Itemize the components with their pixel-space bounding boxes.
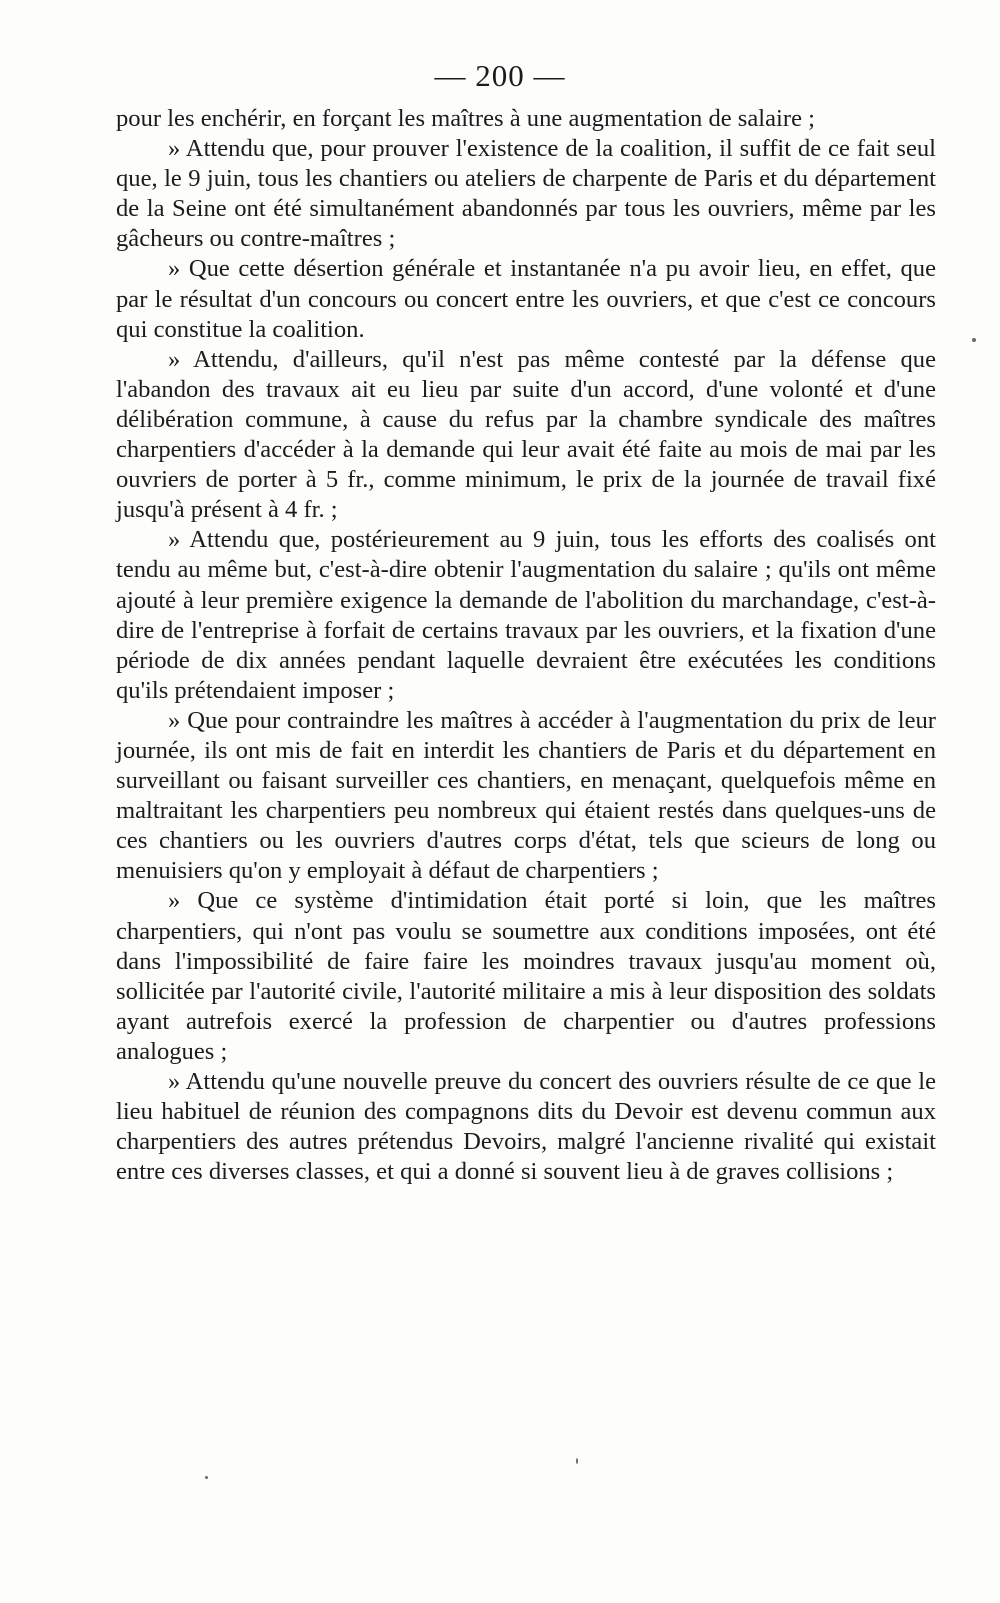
paragraph-3: » Que cette désertion générale et instantanée n'a pu avoir lieu, en effet, que par le résultat d'un concours ou concert entre les ouvriers, et que c'est ce concours qui constitue la coalition. [116,255,936,343]
body-text [116,104,936,1187]
paragraph-1: pour les enchérir, en forçant les maîtres à une augmentation de salaire ; [116,105,815,132]
page-number: — 200 — [434,58,566,93]
paragraph-6: » Que pour contraindre les maîtres à accéder à l'augmentation du prix de leur journée, ils ont mis de fait en interdit les chantiers de Paris et du département en surveillant ou faisant surveiller ces chantiers, en menaçant, quelquefois même en maltraitant les charpentiers peu nombreux qui étaient restés dans quelques-uns de ces chantiers ou les ouvriers d'autres corps d'état, tels que scieurs de long ou menuisiers qu'on y employait à défaut de charpentiers ; [116,706,936,885]
scan-speck [972,338,976,342]
paragraph-2: » Attendu que, pour prouver l'existence de la coalition, il suffit de ce fait seul que, le 9 juin, tous les chantiers ou ateliers de charpente de Paris et du département de la Seine ont été simultanément abandonnés par tous les ouvriers, même par les gâcheurs ou contre-maîtres ; [116,135,936,253]
scan-speck [205,1476,208,1479]
paragraph-7: » Que ce système d'intimidation était porté si loin, que les maîtres charpentiers, qui n'ont pas voulu se soumettre aux conditions imposées, ont été dans l'impossibilité de faire faire les moindres travaux jusqu'au moment où, sollicitée par l'autorité civile, l'autorité militaire a mis à leur disposition des soldats ayant autrefois exercé la profession de charpentier ou d'autres professions analogues ; [116,887,936,1065]
scan-speck [576,1458,578,1464]
paragraph-4: » Attendu, d'ailleurs, qu'il n'est pas même contesté par la défense que l'abandon des travaux ait eu lieu par suite d'un accord, d'une volonté et d'une délibération commune, à cause du refus par la chambre syndicale des maîtres charpentiers d'accéder à la demande qui leur avait été faite au mois de mai par les ouvriers de porter à 5 fr., comme minimum, le prix de la journée de travail fixé jusqu'à présent à 4 fr. ; [116,345,936,524]
paragraph-5: » Attendu que, postérieurement au 9 juin, tous les efforts des coalisés ont tendu au même but, c'est-à-dire obtenir l'augmentation du salaire ; qu'ils ont même ajouté à leur première exigence la demande de l'abolition du marchandage, c'est-à-dire de l'entreprise à forfait de certains travaux par les ouvriers, et la fixation d'une période de dix années pendant laquelle devraient être exécutées les conditions qu'ils prétendaient imposer ; [116,526,936,704]
paragraph-8: » Attendu qu'une nouvelle preuve du concert des ouvriers résulte de ce que le lieu habituel de réunion des compagnons dits du Devoir est devenu commun aux charpentiers des autres prétendus Devoirs, malgré l'ancienne rivalité qui existait entre ces diverses classes, et qui a donné si souvent lieu à de graves collisions ; [116,1068,936,1186]
